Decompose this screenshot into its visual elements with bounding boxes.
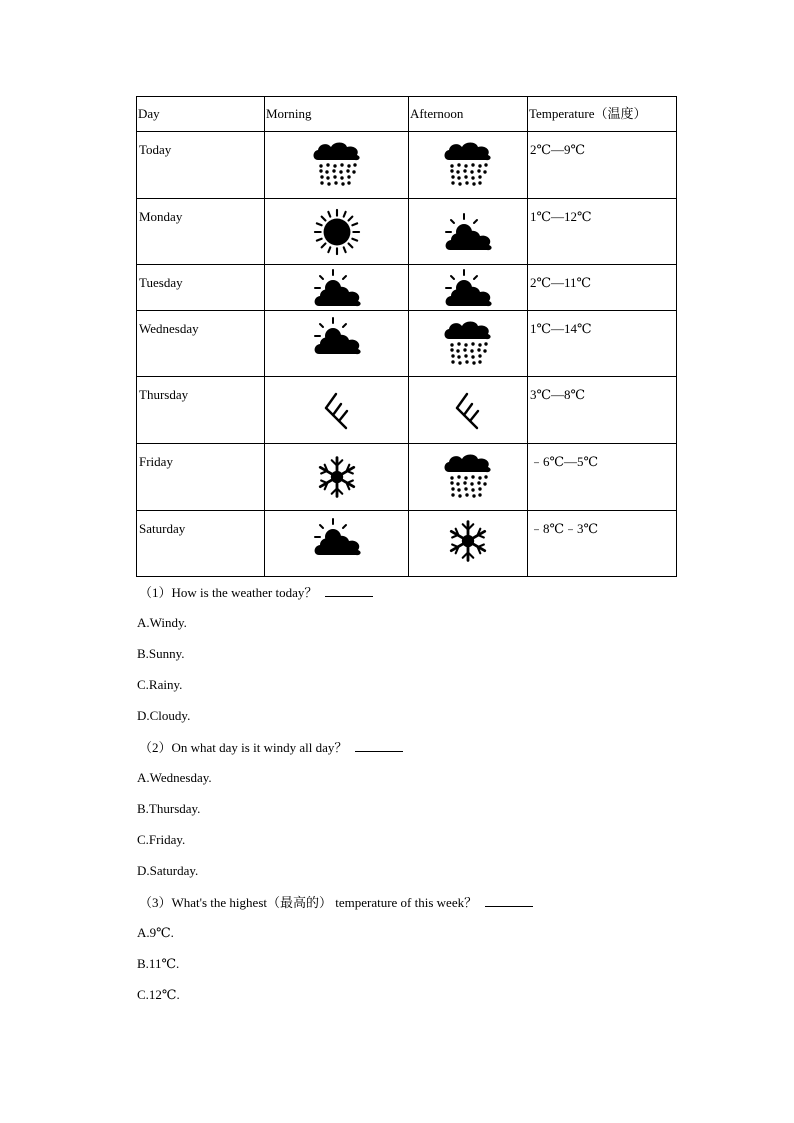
sunny-icon	[313, 208, 361, 256]
temperature-cell: 2℃—9℃	[528, 132, 677, 199]
day-cell: Monday	[137, 199, 265, 265]
partly-cloudy-icon	[311, 517, 363, 557]
table-row	[137, 132, 677, 199]
question-text: （1）How is the weather today？	[139, 585, 318, 600]
morning-cell	[265, 132, 409, 199]
snowflake-icon	[315, 455, 359, 499]
option-b: B.Thursday.	[137, 801, 201, 816]
afternoon-cell	[409, 265, 528, 311]
option-b: B.Sunny.	[137, 646, 185, 661]
partly-cloudy-icon	[311, 316, 363, 356]
question-3	[137, 894, 697, 925]
temperature-cell: ﹣8℃﹣3℃	[528, 511, 677, 577]
questions-section	[137, 584, 697, 1018]
afternoon-cell	[409, 377, 528, 444]
rainy-cloud-icon	[443, 319, 493, 369]
answer-blank[interactable]	[485, 894, 533, 907]
temperature-cell: 1℃—14℃	[528, 311, 677, 377]
morning-cell	[265, 444, 409, 511]
temperature-cell: ﹣6℃—5℃	[528, 444, 677, 511]
option-d: D.Saturday.	[137, 863, 199, 878]
morning-cell	[265, 199, 409, 265]
question-text: （3）What's the highest（最高的） temperature of this week？	[139, 895, 478, 910]
temperature-cell: 3℃—8℃	[528, 377, 677, 444]
table-row	[137, 311, 677, 377]
table-row	[137, 199, 677, 265]
afternoon-cell	[409, 511, 528, 577]
afternoon-cell	[409, 199, 528, 265]
table-header-row	[137, 97, 677, 132]
morning-cell	[265, 377, 409, 444]
rainy-cloud-icon	[443, 452, 493, 502]
answer-blank[interactable]	[325, 584, 373, 597]
rainy-cloud-icon	[443, 140, 493, 190]
partly-cloudy-icon	[442, 268, 494, 308]
header-temperature: Temperature（温度）	[528, 97, 677, 132]
table-row	[137, 377, 677, 444]
option-d: D.Cloudy.	[137, 708, 191, 723]
partly-cloudy-icon	[442, 212, 494, 252]
table-row	[137, 444, 677, 511]
day-cell: Today	[137, 132, 265, 199]
temperature-cell: 2℃—11℃	[528, 265, 677, 311]
day-cell: Wednesday	[137, 311, 265, 377]
option-c: C.Rainy.	[137, 677, 183, 692]
snowflake-icon	[446, 519, 490, 563]
day-cell: Thursday	[137, 377, 265, 444]
answer-blank[interactable]	[355, 739, 403, 752]
rainy-cloud-icon	[312, 140, 362, 190]
day-cell: Saturday	[137, 511, 265, 577]
morning-cell	[265, 311, 409, 377]
option-a: A.Wednesday.	[137, 770, 212, 785]
question-1	[137, 584, 697, 615]
header-afternoon: Afternoon	[409, 97, 528, 132]
weather-table	[136, 96, 677, 577]
table-row	[137, 265, 677, 311]
afternoon-cell	[409, 444, 528, 511]
option-a: A.Windy.	[137, 615, 187, 630]
morning-cell	[265, 511, 409, 577]
option-c: C.Friday.	[137, 832, 186, 847]
temperature-cell: 1℃—12℃	[528, 199, 677, 265]
morning-cell	[265, 265, 409, 311]
question-2	[137, 739, 697, 770]
windy-icon	[453, 390, 483, 430]
day-cell: Friday	[137, 444, 265, 511]
question-text: （2）On what day is it windy all day？	[139, 740, 348, 755]
table-row	[137, 511, 677, 577]
day-cell: Tuesday	[137, 265, 265, 311]
option-c: C.12℃.	[137, 987, 180, 1002]
header-day: Day	[137, 97, 265, 132]
option-b: B.11℃.	[137, 956, 180, 971]
afternoon-cell	[409, 311, 528, 377]
afternoon-cell	[409, 132, 528, 199]
option-a: A.9℃.	[137, 925, 174, 940]
partly-cloudy-icon	[311, 268, 363, 308]
header-morning: Morning	[265, 97, 409, 132]
windy-icon	[322, 390, 352, 430]
